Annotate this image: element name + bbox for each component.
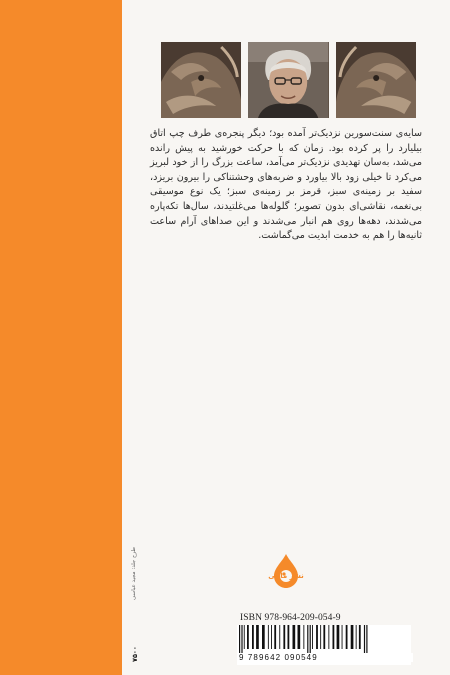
barcode-digits: 9 789642 090549 <box>237 653 413 662</box>
photo-strip <box>161 42 416 118</box>
carved-relief-left-image <box>161 42 241 118</box>
publisher-name: نشر ماهی <box>268 572 304 580</box>
carved-relief-right-image <box>336 42 416 118</box>
price-mark: ۷۵۰۰ <box>131 646 139 662</box>
back-cover-blurb: سایه‌ی سنت‌سورین نزدیک‌تر آمده بود؛ دیگر پنجره‌ی طرف چپ اتاق بیلیارد را پر کرده بود. زمان که با حرکت خورشید به پیش رانده می‌شد، به‌سان تهدیدی نزدیک‌تر می‌آمد، ساعت بزرگ را از خود لبریز می‌کرد تا خیلی زود بالا بیاورد و ضربه‌های وحشتناکی را بیرون بریزد، سفید بر زمینه‌ی سبز، قرمز بر زمینه‌ی سبز؛ یک نوع موسیقی بی‌نغمه، نقاشی‌ای بدون تصویر؛ گلوله‌ها می‌غلتیدند، سال‌ها تکه‌پاره می‌شدند، دهه‌ها روی هم انبار می‌شدند و این صداهای آرام ساعت ثانیه‌ها را هم به خدمت ابدیت می‌گماشت. <box>150 128 422 242</box>
orange-side-band <box>0 0 122 675</box>
isbn-number: ISBN 978-964-209-054-9 <box>240 613 341 623</box>
cover-designer-credit: طرح جلد: مجید عباسی <box>131 546 137 600</box>
author-portrait-image <box>248 42 328 118</box>
